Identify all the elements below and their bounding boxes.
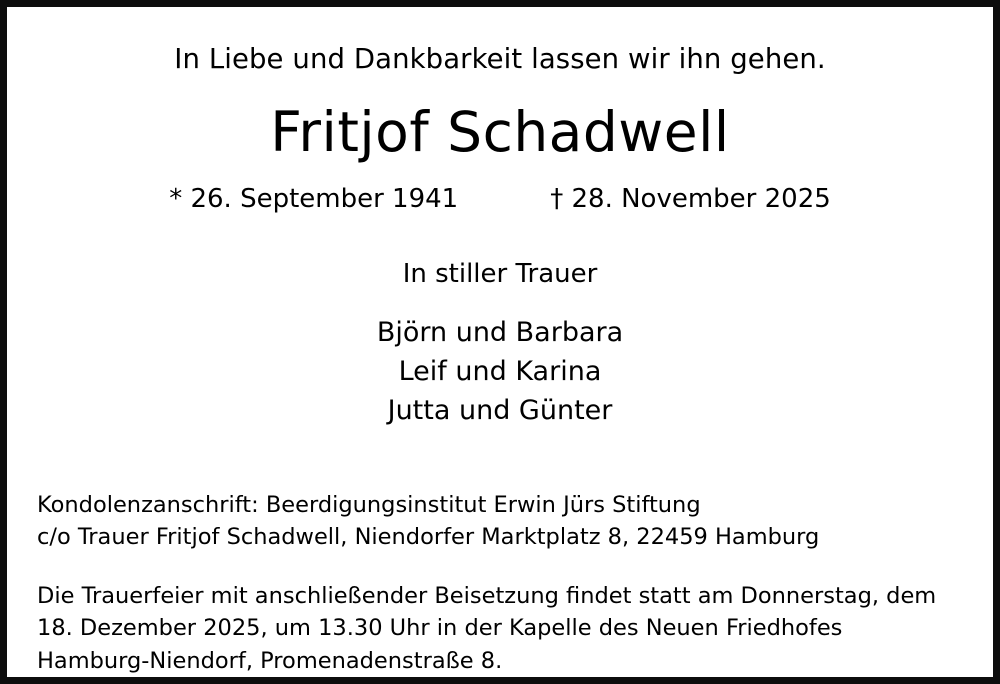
ceremony-line: 18. Dezember 2025, um 13.30 Uhr in der Kapelle des Neuen Friedhofes	[37, 615, 843, 642]
death-date: † 28. November 2025	[550, 183, 831, 214]
family-list	[37, 313, 963, 430]
condolence-line: c/o Trauer Fritjof Schadwell, Niendorfer Marktplatz 8, 22459 Hamburg	[37, 523, 820, 550]
ceremony-line: Hamburg-Niendorf, Promenadenstraße 8.	[37, 647, 503, 674]
ceremony-details	[37, 580, 963, 677]
condolence-address	[37, 490, 963, 554]
mourning-heading: In stiller Trauer	[402, 258, 598, 289]
notice-footer	[37, 490, 963, 677]
birth-date: * 26. September 1941	[169, 183, 459, 214]
ceremony-line: Die Trauerfeier mit anschließender Beisetzung findet statt am Donnerstag, dem	[37, 582, 937, 609]
family-line: Leif und Karina	[398, 355, 602, 387]
family-line: Björn und Barbara	[376, 316, 624, 348]
epitaph-text: In Liebe und Dankbarkeit lassen wir ihn gehen.	[174, 43, 826, 75]
family-line: Jutta und Günter	[387, 395, 613, 427]
deceased-name: Fritjof Schadwell	[270, 100, 730, 164]
life-dates	[37, 184, 963, 214]
condolence-line: Kondolenzanschrift: Beerdigungsinstitut Erwin Jürs Stiftung	[37, 491, 701, 518]
obituary-inner	[37, 43, 963, 681]
